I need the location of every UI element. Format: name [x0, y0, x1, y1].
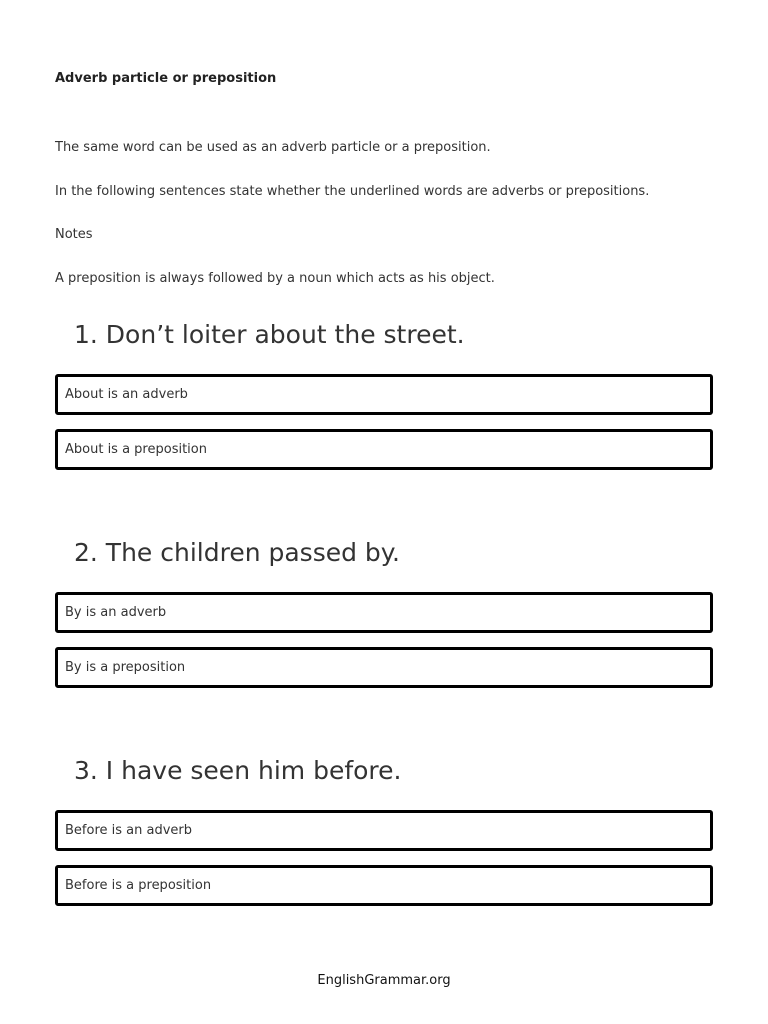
option-label: About is a preposition: [65, 442, 207, 457]
question-2-prompt: 2. The children passed by.: [74, 538, 400, 567]
notes-text: A preposition is always followed by a noun which acts as his object.: [55, 271, 495, 286]
question-1-prompt: 1. Don’t loiter about the street.: [74, 320, 465, 349]
question-2-option-preposition[interactable]: [55, 647, 713, 688]
option-label: Before is an adverb: [65, 823, 192, 838]
question-1-option-adverb[interactable]: [55, 374, 713, 415]
option-label: By is an adverb: [65, 605, 167, 620]
footer-site-name: EnglishGrammar.org: [317, 973, 451, 988]
question-3-option-adverb[interactable]: [55, 810, 713, 851]
option-label: By is a preposition: [65, 660, 186, 675]
question-3-prompt: 3. I have seen him before.: [74, 756, 402, 785]
option-label: About is an adverb: [65, 387, 188, 402]
notes-heading: Notes: [55, 227, 93, 242]
intro-text: The same word can be used as an adverb particle or a preposition.: [55, 140, 491, 155]
option-label: Before is a preposition: [65, 878, 212, 893]
question-1-option-preposition[interactable]: [55, 429, 713, 470]
page-title: Adverb particle or preposition: [55, 71, 277, 86]
question-3-option-preposition[interactable]: [55, 865, 713, 906]
instructions-text: In the following sentences state whether the underlined words are adverbs or prepositions.: [55, 184, 650, 199]
question-2-option-adverb[interactable]: [55, 592, 713, 633]
